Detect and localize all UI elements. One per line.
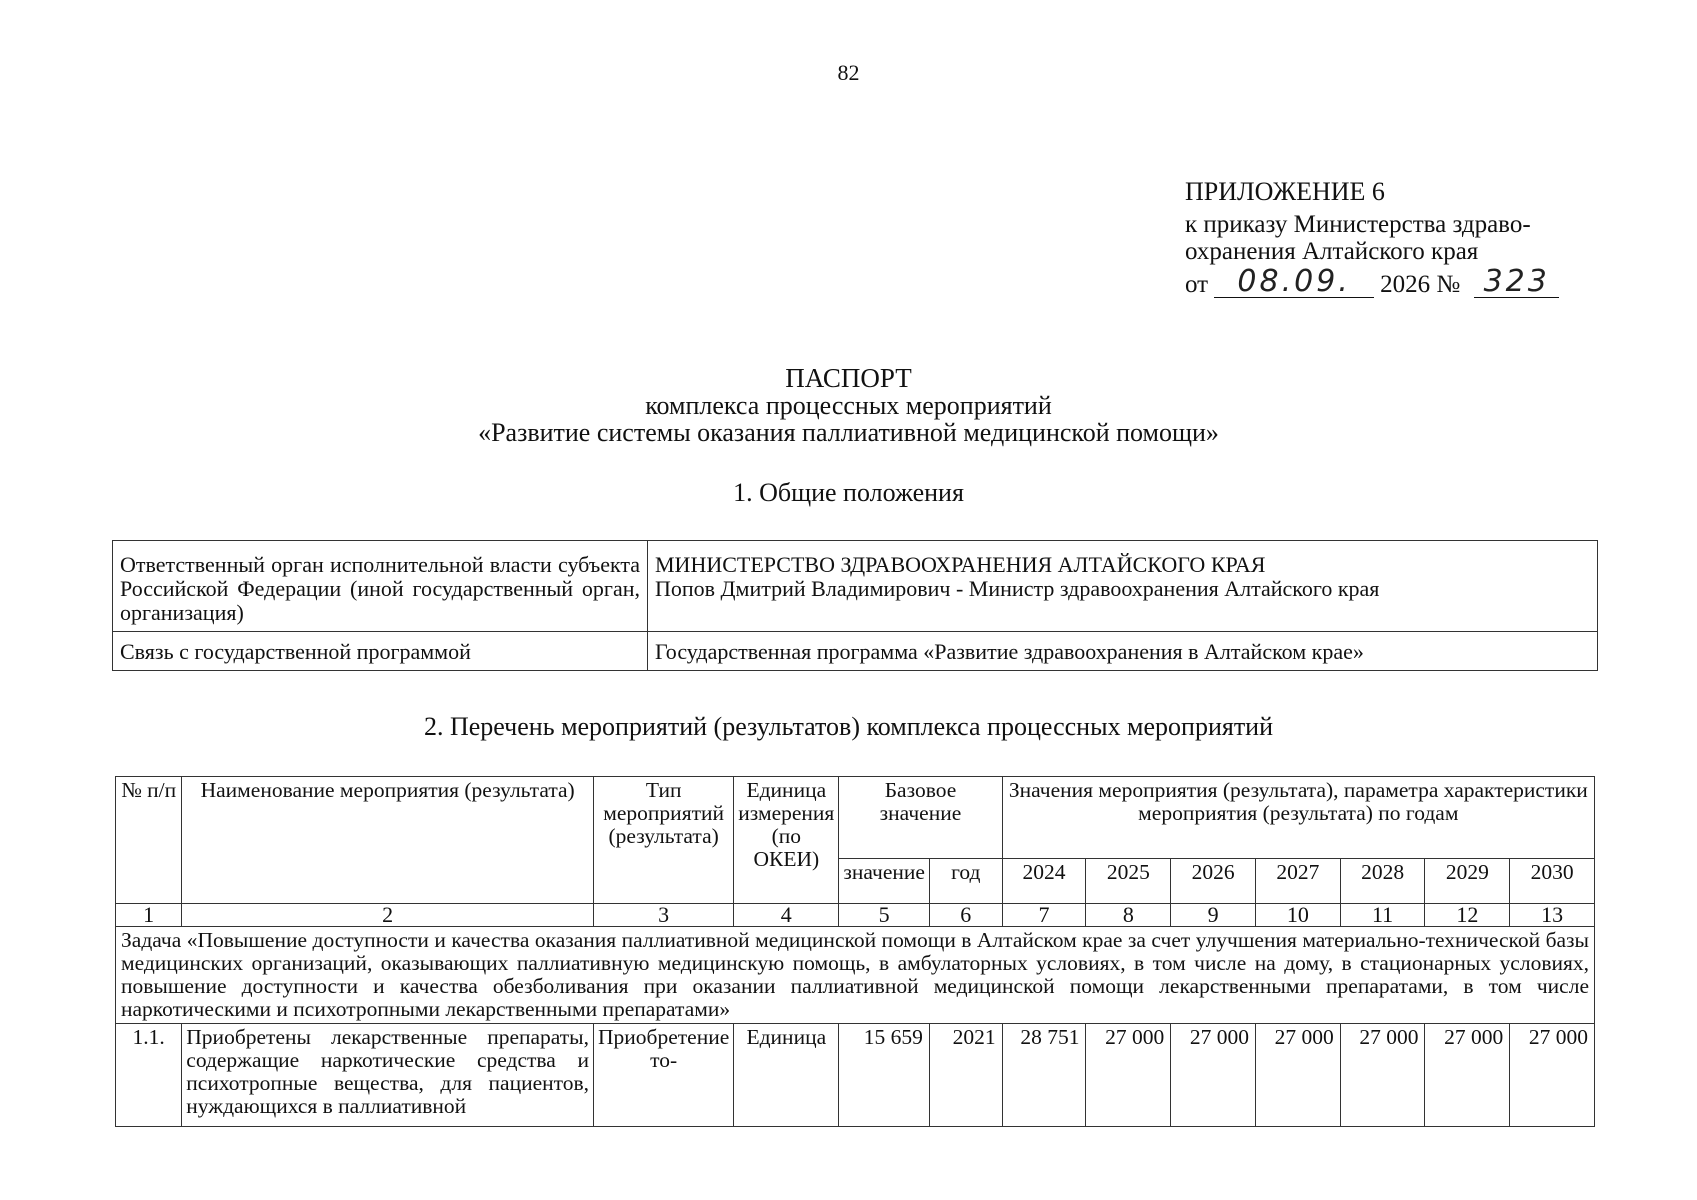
row-value-2029: 27 000: [1425, 1024, 1510, 1127]
header-year-2026: 2026: [1171, 858, 1256, 903]
program-link-value: Государственная программа «Развитие здравоохранения в Алтайском крае»: [648, 632, 1598, 671]
row-value-2030: 27 000: [1510, 1024, 1595, 1127]
minister-name: Попов Дмитрий Владимирович - Министр здравоохранения Алтайского края: [655, 576, 1380, 601]
passport-title: ПАСПОРТ: [785, 363, 912, 393]
passport-subtitle-2: «Развитие системы оказания паллиативной медицинской помощи»: [478, 418, 1219, 447]
passport-subtitle-1: комплекса процессных мероприятий: [645, 391, 1052, 420]
column-number: 11: [1340, 904, 1425, 927]
handwritten-date: 08.09.: [1214, 267, 1374, 298]
header-year-2024: 2024: [1002, 858, 1086, 903]
column-number: 7: [1002, 904, 1086, 927]
header-name: Наименование мероприятия (результата): [182, 777, 594, 904]
header-year-2029: 2029: [1425, 858, 1510, 903]
header-row: [116, 777, 1595, 859]
section-1-title: 1. Общие положения: [733, 478, 964, 507]
handwritten-order-number: 323: [1474, 267, 1559, 298]
order-date-line: [1185, 264, 1605, 299]
header-num: № п/п: [116, 777, 182, 904]
events-table: [115, 776, 1595, 1127]
header-year-2028: 2028: [1340, 858, 1425, 903]
row-value-2026: 27 000: [1171, 1024, 1256, 1127]
annex-block: [1185, 178, 1605, 298]
task-row: [116, 927, 1595, 1024]
column-number: 13: [1510, 904, 1595, 927]
column-number: 4: [734, 904, 839, 927]
passport-heading: [0, 365, 1697, 446]
header-type: Тип мероприятий (результата): [594, 777, 734, 904]
row-num: 1.1.: [116, 1024, 182, 1127]
column-number: 10: [1255, 904, 1340, 927]
table-row: [113, 632, 1598, 671]
annex-line-1: к приказу Министерства здраво-: [1185, 211, 1531, 238]
column-number: 5: [839, 904, 930, 927]
column-number: 1: [116, 904, 182, 927]
row-base-year: 2021: [929, 1024, 1002, 1127]
column-number: 8: [1086, 904, 1171, 927]
general-provisions-table: [112, 540, 1598, 671]
column-number: 9: [1171, 904, 1256, 927]
row-base-value: 15 659: [839, 1024, 930, 1127]
column-number: 3: [594, 904, 734, 927]
header-year-2025: 2025: [1086, 858, 1171, 903]
row-name: Приобретены лекарственные препараты, содержащие наркотические средства и психотропные вещества, для пациентов, нуждающихся в паллиативной: [182, 1024, 594, 1127]
header-base-year: год: [929, 858, 1002, 903]
column-number: 12: [1425, 904, 1510, 927]
table-row: [113, 541, 1598, 632]
row-unit: Единица: [734, 1024, 839, 1127]
row-value-2028: 27 000: [1340, 1024, 1425, 1127]
header-values: Значения мероприятия (результата), параметра характеристики мероприятия (результата) по годам: [1002, 777, 1594, 859]
row-value-2025: 27 000: [1086, 1024, 1171, 1127]
annex-line-2: охранения Алтайского края: [1185, 238, 1479, 265]
table-row: [116, 1024, 1595, 1127]
header-unit: Единица измерения (по ОКЕИ): [734, 777, 839, 904]
row-type: Приобретение то-: [594, 1024, 734, 1127]
header-year-2027: 2027: [1255, 858, 1340, 903]
section-2-title: 2. Перечень мероприятий (результатов) комплекса процессных мероприятий: [423, 712, 1274, 741]
responsible-body-label: Ответственный орган исполнительной власти субъекта Российской Федерации (иной государственный орган, организация): [113, 541, 648, 632]
order-year: 2026 №: [1380, 271, 1461, 298]
from-label: от: [1185, 271, 1209, 298]
row-value-2027: 27 000: [1255, 1024, 1340, 1127]
header-base-value: значение: [839, 858, 930, 903]
ministry-name: МИНИСТЕРСТВО ЗДРАВООХРАНЕНИЯ АЛТАЙСКОГО КРАЯ: [655, 552, 1266, 577]
program-link-label: Связь с государственной программой: [113, 632, 648, 671]
row-value-2024: 28 751: [1002, 1024, 1086, 1127]
responsible-body-value: [648, 541, 1598, 632]
header-base: Базовое значение: [839, 777, 1002, 859]
annex-title: ПРИЛОЖЕНИЕ 6: [1185, 177, 1385, 206]
page-number: 82: [837, 60, 860, 85]
column-number: 2: [182, 904, 594, 927]
header-year-2030: 2030: [1510, 858, 1595, 903]
task-text: Задача «Повышение доступности и качества оказания паллиативной медицинской помощи в Алтайском крае за счет улучшения материально-технической базы медицинских организаций, оказывающих паллиативную медицинскую помощь, в амбулаторных условиях, в том числе на дому, в стационарных условиях, повышение доступности и качества обезболивания при оказании паллиативной медицинской помощи лекарственными препаратами, в том числе наркотическими и психотропными лекарственными препаратами»: [116, 927, 1595, 1024]
column-number: 6: [929, 904, 1002, 927]
column-numbers-row: [116, 904, 1595, 927]
